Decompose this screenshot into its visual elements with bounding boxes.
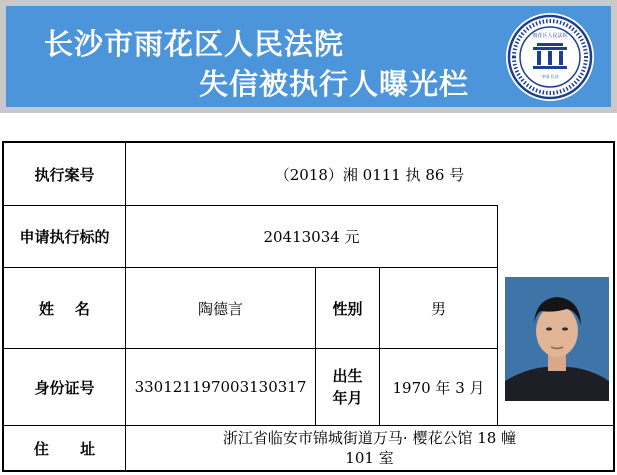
emblem-text-bottom: 中国 长沙	[541, 74, 559, 79]
portrait-image	[505, 277, 609, 401]
court-emblem-icon	[504, 11, 596, 103]
gender-value: 男	[430, 299, 446, 318]
exposure-column-title: 失信被执行人曝光栏	[199, 67, 470, 101]
column-divider	[497, 205, 498, 425]
birth-date-label	[316, 349, 379, 425]
birth-date-value: 1970 年 3 月	[392, 378, 485, 397]
address-label: 住 址	[33, 439, 96, 458]
address-value	[126, 426, 613, 470]
name-label: 姓 名	[39, 299, 90, 318]
birth-label-line1: 出生	[332, 367, 363, 385]
emblem-text-top: 雨花区人民法院	[532, 33, 568, 39]
case-number-label: 执行案号	[34, 165, 95, 184]
address-line2: 101 室	[345, 449, 394, 467]
birth-label-line2: 年月	[332, 389, 363, 407]
gender-label: 性别	[332, 299, 363, 318]
banner-frame	[0, 0, 617, 113]
execution-amount-label: 申请执行标的	[19, 228, 110, 246]
debtor-photo	[505, 277, 609, 401]
address-line1: 浙江省临安市锦城街道万马· 樱花公馆 18 幢	[222, 429, 517, 447]
id-number-value: 330121197003130317	[134, 378, 307, 396]
court-name-title: 长沙市雨花区人民法院	[44, 27, 345, 61]
name-value: 陶德言	[197, 299, 243, 318]
execution-amount-value: 20413034 元	[263, 228, 360, 246]
id-number-label: 身份证号	[34, 378, 95, 397]
dishonest-debtor-table	[2, 141, 615, 472]
case-number-value: （2018）湘 0111 执 86 号	[274, 165, 465, 184]
